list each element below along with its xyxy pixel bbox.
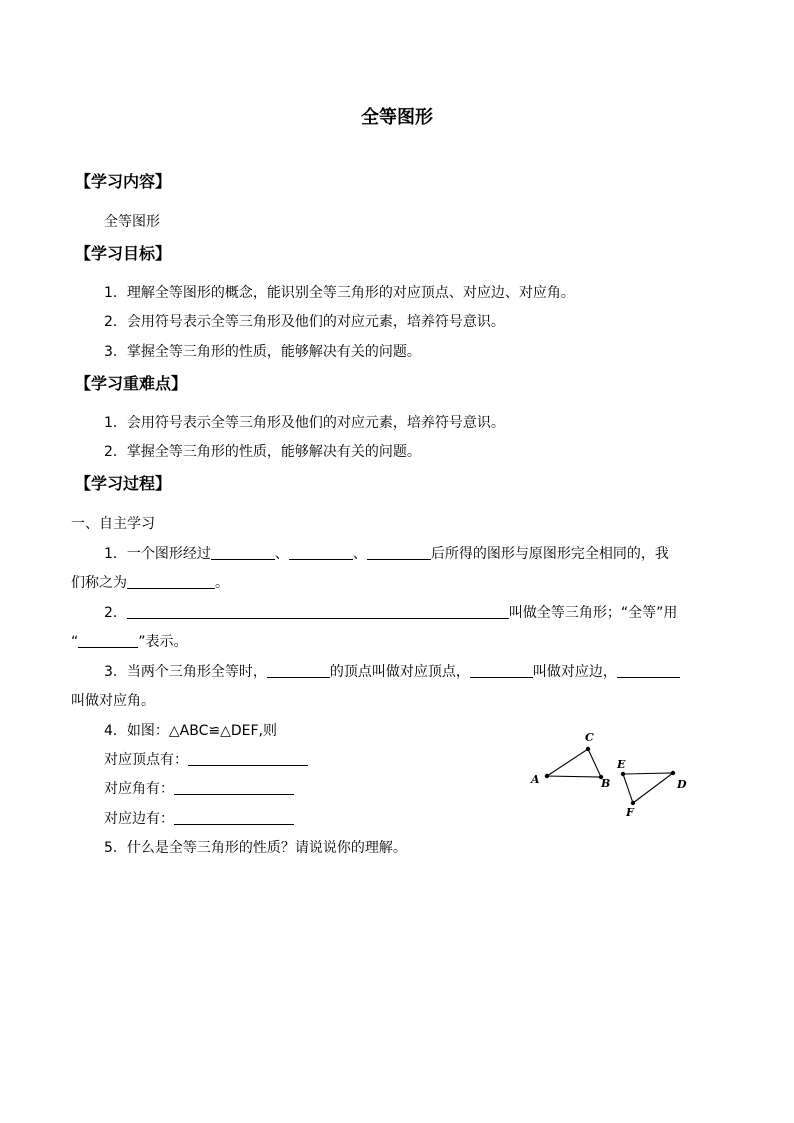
page-title: 全等图形: [361, 107, 433, 128]
label-b: B: [601, 777, 611, 790]
answer-blank[interactable]: [289, 545, 353, 560]
answer-blank[interactable]: [127, 604, 509, 619]
answer-blank[interactable]: [211, 545, 275, 560]
question-4-intro: 4．如图：△ABC≌△DEF,则: [104, 723, 278, 739]
answer-blank[interactable]: [470, 663, 533, 678]
answer-blank[interactable]: [174, 810, 294, 825]
difficulty-item: 1．会用符号表示全等三角形及他们的对应元素，培养符号意识。: [104, 415, 505, 431]
answer-blank[interactable]: [617, 663, 680, 678]
answer-blank[interactable]: [188, 751, 308, 766]
section-heading-content: 【学习内容】: [75, 172, 172, 191]
answer-blank[interactable]: [367, 545, 431, 560]
point-a: [545, 774, 549, 778]
content-text: 全等图形: [104, 214, 160, 230]
answer-blank[interactable]: [127, 574, 215, 589]
difficulty-item: 2．掌握全等三角形的性质，能够解决有关的问题。: [104, 444, 421, 460]
question-1-line-2: 们称之为 。: [71, 575, 229, 591]
question-3-line-2: 叫做对应角。: [71, 693, 155, 709]
point-c: [586, 747, 590, 751]
label-f: F: [626, 806, 634, 819]
question-3-line-1: 3．当两个三角形全等时， 的顶点叫做对应顶点， 叫做对应边，: [104, 663, 680, 681]
point-d: [671, 771, 675, 775]
triangle-abc: [547, 749, 601, 777]
triangle-def: [623, 773, 673, 803]
label-c: C: [585, 731, 594, 744]
subheading-self-study: 一、自主学习: [71, 516, 155, 532]
goal-item: 3．掌握全等三角形的性质，能够解决有关的问题。: [104, 344, 421, 360]
point-e: [621, 772, 625, 776]
goal-item: 2．会用符号表示全等三角形及他们的对应元素，培养符号意识。: [104, 314, 505, 330]
answer-blank[interactable]: [267, 663, 330, 678]
section-heading-goals: 【学习目标】: [75, 244, 172, 263]
label-d: D: [677, 778, 687, 791]
section-heading-difficulties: 【学习重难点】: [75, 374, 188, 393]
question-1-line-1: 1．一个图形经过 、 、 后所得的图形与原图形完全相同的，我: [104, 546, 669, 562]
question-5: 5．什么是全等三角形的性质？请说说你的理解。: [104, 840, 407, 856]
point-f: [631, 801, 635, 805]
label-e: E: [617, 758, 626, 771]
question-2-line-1: 2． 叫做全等三角形；“全等”用: [104, 605, 678, 621]
answer-blank[interactable]: [78, 633, 138, 648]
label-a: A: [531, 773, 540, 786]
question-4-vertices: 对应顶点有：: [104, 751, 308, 769]
goal-item: 1．理解全等图形的概念，能识别全等三角形的对应顶点、对应边、对应角。: [104, 285, 575, 301]
question-4-sides: 对应边有：: [104, 810, 294, 828]
question-2-line-2: “ ”表示。: [71, 634, 188, 650]
answer-blank[interactable]: [174, 780, 294, 795]
congruent-triangles-figure: [525, 728, 695, 823]
question-4-angles: 对应角有：: [104, 780, 294, 798]
section-heading-process: 【学习过程】: [75, 474, 172, 493]
